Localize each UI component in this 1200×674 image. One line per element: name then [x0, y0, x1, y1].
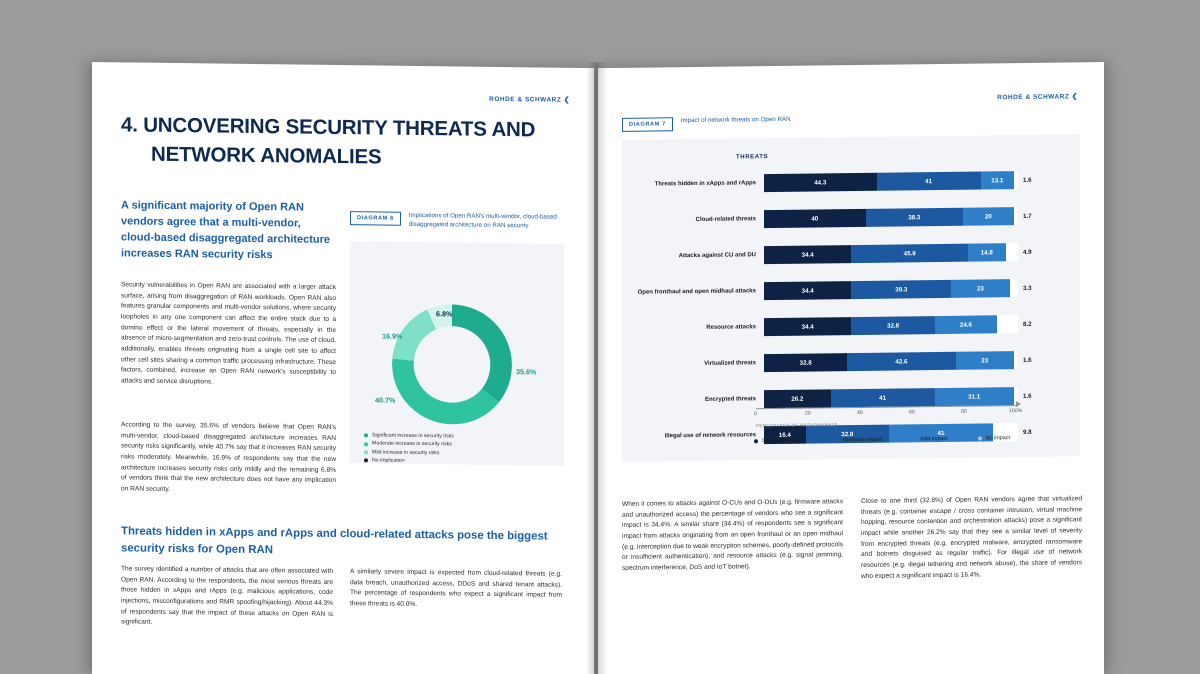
right-bottom-columns: [622, 494, 1082, 585]
bar-segment-moderate: 32.8: [806, 425, 889, 444]
bar-segment-significant: 40: [764, 209, 866, 228]
body-paragraph-2: According to the survey, 35.6% of vendors believe that Open RAN's multi-vendor, cloud-based disaggregated architecture increases RAN security risks significantly, while 40.7% say that it increases RAN security risks moderately. Meanwhile, 16.9% of respondents say that the new architecture increases security risks only mildly and the remaining 6.8% of vendors think that the new architecture does not have any implication on RAN security.: [121, 421, 336, 493]
legend-swatch-icon: [364, 450, 368, 454]
brand-name: ROHDE & SCHWARZ: [997, 93, 1070, 102]
bar-segment-significant: 34.4: [764, 281, 851, 300]
legend-label: Moderate increase in security risks: [372, 440, 452, 448]
donut-chart: [392, 304, 512, 425]
bar-track: [764, 243, 1018, 264]
chart-group-header: THREATS: [736, 154, 769, 161]
bar-segment-mild: 14.8: [968, 243, 1006, 261]
section-subheading: Threats hidden in xApps and rApps and cloud-related attacks pose the biggest security risks for Open RAN: [121, 525, 548, 557]
donut-ring: [392, 304, 512, 425]
bar-segment-moderate: 38.3: [866, 208, 963, 227]
diagram7-header: [622, 116, 791, 132]
bar-segment-mild: 41: [889, 423, 993, 442]
legend-item: [754, 438, 804, 445]
diagram6-tag: DIAGRAM 6: [350, 211, 401, 226]
bar-segment-significant: 16.4: [764, 426, 806, 445]
diagram6-caption: Implications of Open RAN's multi-vendor, cloud-based disaggregated architecture on RAN security: [408, 211, 557, 230]
bar-segment-mild: 13.1: [981, 171, 1014, 189]
legend-label: Mild impact: [920, 435, 948, 443]
diagram6-legend: [364, 431, 454, 466]
chevron-icon: ❮: [1071, 93, 1078, 101]
bar-segment-moderate: 41: [831, 388, 935, 407]
legend-swatch-icon: [364, 459, 368, 463]
page-title: [121, 110, 561, 174]
legend-item: [364, 457, 454, 467]
bar-category-label: Virtualized threats: [704, 360, 756, 367]
bar-value-none: 1.6: [1023, 392, 1032, 400]
bar-segment-significant: 32.8: [764, 353, 847, 372]
legend-item: [978, 435, 1010, 441]
bar-track: [764, 207, 1018, 228]
bar-segment-none: [1010, 279, 1018, 297]
x-tick: 20: [805, 410, 811, 417]
bar-segment-none: [1006, 243, 1018, 261]
bar-segment-moderate: 39.3: [851, 280, 951, 299]
legend-item: [834, 437, 882, 444]
bar-category-label: Illegal use of network resources: [664, 432, 756, 440]
diagram7-tag: DIAGRAM 7: [622, 117, 673, 132]
bar-segment-moderate: 42.6: [847, 352, 955, 371]
legend-label: Moderate impact: [842, 436, 883, 444]
bar-segment-none: [997, 315, 1018, 333]
donut-value-significant: 35.6%: [516, 367, 537, 377]
legend-label: No impact: [985, 435, 1010, 442]
x-tick: 60: [909, 409, 915, 416]
bar-value-none: 1.7: [1023, 212, 1032, 220]
page-title-line2: NETWORK ANOMALIES: [151, 142, 382, 169]
bar-segment-moderate: 45.9: [851, 244, 968, 263]
bar-value-none: 4.9: [1023, 248, 1032, 256]
bar-segment-significant: 34.4: [764, 245, 851, 264]
bar-segment-mild: 24.6: [935, 315, 997, 334]
bar-segment-mild: 31.1: [935, 387, 1014, 406]
legend-swatch-icon: [978, 436, 982, 440]
legend-swatch-icon: [912, 437, 916, 441]
bar-value-none: 3.3: [1023, 284, 1032, 292]
bar-segment-significant: 26.2: [764, 389, 831, 408]
chevron-icon: ❮: [563, 96, 570, 104]
bar-value-none: 8.2: [1023, 320, 1032, 328]
legend-label: No implication: [372, 457, 405, 465]
brand-logo-left: [489, 95, 570, 104]
legend-swatch-icon: [754, 439, 758, 443]
bar-segment-mild: 23: [956, 351, 1014, 370]
bar-value-none: 9.8: [1023, 428, 1032, 436]
x-tick: 40: [857, 409, 863, 417]
bar-segment-significant: 44.3: [764, 173, 877, 192]
donut-value-moderate: 40.7%: [375, 395, 396, 405]
bar-segment-significant: 34.4: [764, 317, 851, 336]
legend-item: [912, 436, 947, 442]
donut-value-none: 6.8%: [436, 309, 453, 319]
bar-category-label: Resource attacks: [706, 324, 756, 331]
body-paragraph-1: Security vulnerabilities in Open RAN are associated with a larger attack surface, arising from disaggregation of RAN workloads. Open RAN also features granular components and multi-vendor solutions, where security loopholes in any one component can affect the entire stack due to a domino effect or the lateral movement of threats, especially in the absence of micro-segmentation and zero-trust controls. The use of cloud, additionally, enables threats originating from a single cell site to affect other cell sites sharing a common traffic processing infrastructure. These factors, combined, increase an Open RAN network's susceptibility to attacks and service disruptions.: [121, 281, 336, 386]
diagram7-caption: Impact of network threats on Open RAN: [680, 115, 791, 125]
x-tick: 100%: [1009, 407, 1023, 415]
lead-paragraph: A significant majority of Open RAN vendors agree that a multi-vendor, cloud-based disaggregated architecture increases RAN security risks: [121, 199, 331, 262]
legend-label: Mild increase in security risks: [372, 449, 440, 457]
right-page: [598, 62, 1104, 674]
bar-value-none: 1.6: [1023, 356, 1032, 364]
bar-segment-mild: 23: [951, 279, 1009, 298]
bar-segment-mild: 20: [963, 207, 1014, 226]
brand-logo-right: [997, 92, 1078, 101]
bar-track: [764, 315, 1018, 336]
magazine-spread: [92, 62, 1104, 674]
bar-segment-moderate: 32.8: [851, 316, 934, 335]
bar-track: [764, 279, 1018, 300]
legend-swatch-icon: [364, 442, 368, 446]
chart-x-axis-label: PERCENTAGE OF RESPONDENTS: [756, 422, 838, 429]
x-tick: 80: [961, 408, 967, 415]
page-title-line1: 4. UNCOVERING SECURITY THREATS AND: [121, 113, 536, 142]
bar-category-label: Attacks against CU and DU: [678, 252, 756, 260]
diagram6-header: [350, 211, 561, 232]
bar-category-label: Encrypted threats: [704, 396, 756, 403]
bar-category-label: Threats hidden in xApps and rApps: [654, 180, 756, 188]
bar-category-label: Cloud-related threats: [695, 216, 756, 223]
bottom-column-b: A similarly severe impact is expected from cloud-related threats (e.g. data breach, unauthorized access, DDoS and shared tenant attacks). The percentage of respondents who expect a significant impact from these threats is 40.0%.: [350, 568, 562, 608]
right-column-a: When it comes to attacks against O-CUs and O-DUs (e.g. firmware attacks and unauthorized access) the percentage of vendors who see a significant impact is 34.4%. A similar share (34.4%) of respondents see a significant impact from attacks originating from an open fronthaul or an open midhaul (e.g. interception due to weak encryption schemes, poorly-defined protocols or insufficient authentication), and resource attacks (e.g. signal jamming, spectrum interference, DoS and IoT botnet).: [622, 498, 844, 572]
x-tick: 0: [754, 411, 757, 418]
brand-name: ROHDE & SCHWARZ: [489, 95, 562, 104]
left-page: [92, 62, 594, 674]
right-column-b: Close to one third (32.8%) of Open RAN vendors agree that virtualized threats (e.g. container escape / cross container intrusion, virtual machine hopping, resource contention and orchestration attacks) pose a significant impact while another 26.2% say that they see a similar level of severity from encrypted threats (e.g. encrypted malware, encrypted ransomware and botnets disguised as regular traffic). For illegal use of network resources (e.g. illegal tethering and network abuse), the share of vendors who expect a significant impact is 16.4%.: [861, 495, 1082, 580]
legend-swatch-icon: [364, 434, 368, 438]
legend-swatch-icon: [834, 438, 838, 442]
legend-label: Significant increase in security risks: [372, 432, 454, 440]
bar-category-label: Open fronthaul and open midhaul attacks: [637, 288, 756, 296]
bar-track: [764, 351, 1018, 372]
bar-value-none: 1.6: [1023, 176, 1032, 184]
bar-track: [764, 171, 1018, 192]
bar-segment-moderate: 41: [877, 172, 981, 191]
axis-arrow-icon: [1016, 401, 1021, 407]
donut-value-mild: 16.9%: [382, 331, 403, 341]
bottom-column-a: The survey identified a number of attacks that are often associated with Open RAN. According to the respondents, the most serious threats are those hidden in xApps and rApps (e.g. malicious applications, code injections, misconfigurations and RMR spoofing/hijacking). About 44.3% of respondents say that the impact of these attacks on Open RAN is significant.: [121, 565, 333, 627]
legend-label: Significant impact: [762, 437, 805, 445]
bottom-columns: [121, 564, 563, 633]
